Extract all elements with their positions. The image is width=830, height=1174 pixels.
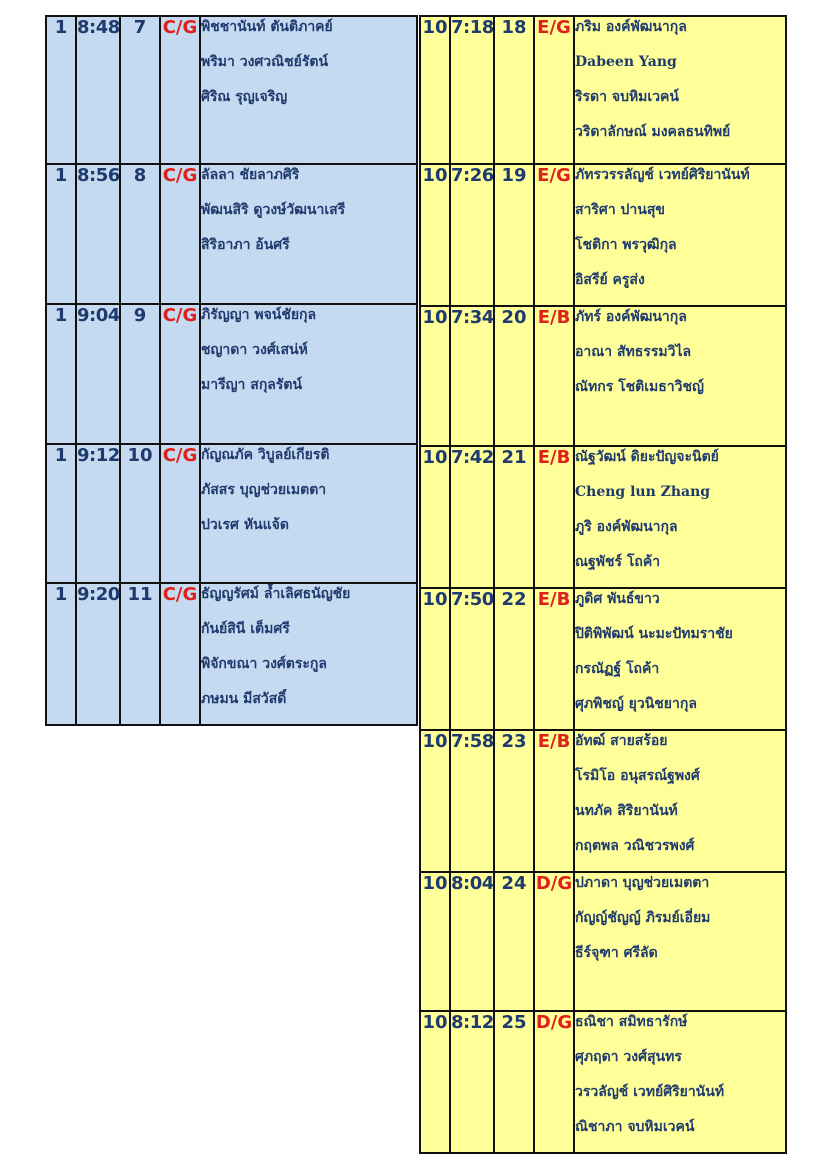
player-name: ชญาดา วงศ์เสน่ห์	[201, 342, 308, 358]
player-class: D/G	[534, 872, 574, 1011]
player-name: ธัญญรัศม์ ล้ำเลิศธนัญชัย	[201, 586, 351, 602]
player-name: ปวเรศ หันแจ้ด	[201, 517, 289, 533]
player-class: E/B	[534, 306, 574, 446]
player-name: ณัทกร โชติเมธาวิชญ์	[575, 379, 704, 395]
tee-group-row	[420, 872, 786, 1011]
tee-time: 7:58	[450, 730, 494, 872]
hole-number: 10	[420, 164, 450, 306]
player-class: E/G	[534, 16, 574, 164]
tee-group-row	[46, 444, 417, 583]
hole-number: 10	[420, 588, 450, 730]
tee-group-row	[420, 1011, 786, 1153]
player-class: D/G	[534, 1011, 574, 1153]
player-name: ภษมน มีสวัสดิ์	[201, 691, 287, 707]
tee-time: 8:12	[450, 1011, 494, 1153]
player-class: C/G	[160, 16, 200, 164]
hole-number: 1	[46, 16, 76, 164]
player-name: ริรดา จบหิมเวคน์	[575, 89, 679, 105]
player-list	[200, 16, 417, 164]
player-name: ธณิชา สมิทธารักษ์	[575, 1014, 688, 1030]
hole-number: 10	[420, 306, 450, 446]
player-name: ศุภพิชญ์ ยุวนิชยากุล	[575, 696, 697, 712]
player-class: E/B	[534, 446, 574, 588]
player-list	[574, 164, 786, 306]
flight-number: 23	[494, 730, 534, 872]
player-name: โรมิโอ อนุสรณ์ฐพงศ์	[575, 768, 700, 784]
tee-group-row	[420, 588, 786, 730]
tee-time: 9:04	[76, 304, 120, 444]
left-tee-table	[45, 15, 418, 726]
tee-group-row	[420, 16, 786, 164]
player-name: ลัลลา ชัยลาภศิริ	[201, 167, 300, 183]
flight-number: 18	[494, 16, 534, 164]
hole-number: 10	[420, 872, 450, 1011]
player-class: E/G	[534, 164, 574, 306]
tee-time: 8:48	[76, 16, 120, 164]
player-name: ศิริณ รุญเจริญ	[201, 89, 288, 105]
player-name: สิริอาภา อ้นศรี	[201, 237, 290, 253]
player-name: ภูดิศ พันธ์ขาว	[575, 591, 660, 607]
flight-number: 7	[120, 16, 160, 164]
player-name: ภริม องค์พัฒนากุล	[575, 19, 687, 35]
hole-number: 10	[420, 730, 450, 872]
player-name: ภูริ องค์พัฒนากุล	[575, 519, 678, 535]
player-name: ปภาดา บุญช่วยเมตตา	[575, 875, 710, 891]
player-list	[200, 444, 417, 583]
tee-group-row	[46, 164, 417, 304]
player-name: Cheng lun Zhang	[575, 484, 711, 500]
player-class: E/B	[534, 588, 574, 730]
player-name: พิชชานันท์ ตันติภาคย์	[201, 19, 333, 35]
tee-time: 7:26	[450, 164, 494, 306]
flight-number: 21	[494, 446, 534, 588]
player-name: ปิติพิพัฒน์ นะมะปัทมราชัย	[575, 626, 733, 642]
player-name: พัฒนสิริ ดูวงษ์วัฒนาเสรี	[201, 202, 346, 218]
hole-number: 1	[46, 164, 76, 304]
player-name: กฤตพล วณิชวรพงศ์	[575, 838, 695, 854]
tee-time: 9:12	[76, 444, 120, 583]
player-name: อิสรีย์ ครูส่ง	[575, 272, 645, 288]
hole-number: 10	[420, 1011, 450, 1153]
tee-group-row	[420, 306, 786, 446]
tee-group-row	[420, 164, 786, 306]
player-list	[574, 306, 786, 446]
flight-number: 24	[494, 872, 534, 1011]
tee-group-row	[46, 304, 417, 444]
player-name: โชติกา พรวุฒิกุล	[575, 237, 677, 253]
tee-time: 7:50	[450, 588, 494, 730]
right-tee-table	[419, 15, 787, 1154]
flight-number: 20	[494, 306, 534, 446]
hole-number: 10	[420, 446, 450, 588]
player-list	[574, 730, 786, 872]
tee-group-row	[420, 730, 786, 872]
tee-time: 7:18	[450, 16, 494, 164]
hole-number: 1	[46, 444, 76, 583]
player-list	[574, 16, 786, 164]
player-name: พิจักขณา วงศ์ตระกูล	[201, 656, 327, 672]
player-name: ณัฐวัฒน์ ดิยะปัญจะนิตย์	[575, 449, 719, 465]
tee-group-row	[46, 583, 417, 725]
tee-time: 9:20	[76, 583, 120, 725]
flight-number: 22	[494, 588, 534, 730]
player-name: พริมา วงศวณิชย์รัตน์	[201, 54, 329, 70]
player-name: กัญญ์ชัญญ์ ภิรมย์เอี่ยม	[575, 910, 711, 926]
flight-number: 25	[494, 1011, 534, 1153]
player-name: นทภัค สิริยานันท์	[575, 803, 678, 819]
player-class: C/G	[160, 164, 200, 304]
player-class: E/B	[534, 730, 574, 872]
player-list	[200, 164, 417, 304]
player-name: ภัทร์ องค์พัฒนากุล	[575, 309, 687, 325]
tee-time: 7:34	[450, 306, 494, 446]
player-name: ธีร์จุฑา ศรีลัด	[575, 945, 658, 961]
player-class: C/G	[160, 444, 200, 583]
player-list	[200, 583, 417, 725]
hole-number: 1	[46, 304, 76, 444]
player-name: Dabeen Yang	[575, 54, 677, 70]
flight-number: 10	[120, 444, 160, 583]
player-list	[574, 872, 786, 1011]
player-name: วริดาลักษณ์ มงคลธนทิพย์	[575, 124, 731, 140]
tee-time: 8:04	[450, 872, 494, 1011]
hole-number: 10	[420, 16, 450, 164]
flight-number: 19	[494, 164, 534, 306]
player-name: ศุภฤดา วงศ์สุนทร	[575, 1049, 682, 1065]
player-name: ณฐพัชร์ โถค้า	[575, 554, 661, 570]
player-name: ภัทรวรรลัญช์ เวทย์ศิริยานันท์	[575, 167, 750, 183]
player-name: อาณา สัทธรรมวิไล	[575, 344, 692, 360]
player-name: ภิรัญญา พจน์ชัยกุล	[201, 307, 317, 323]
player-name: วรวลัญช์ เวทย์ศิริยานันท์	[575, 1084, 725, 1100]
flight-number: 8	[120, 164, 160, 304]
tee-group-row	[46, 16, 417, 164]
player-name: กรณัฏฐ์ โถค้า	[575, 661, 660, 677]
flight-number: 9	[120, 304, 160, 444]
player-class: C/G	[160, 583, 200, 725]
player-name: สาริศา ปานสุข	[575, 202, 665, 218]
player-name: กัญณภัค วิบูลย์เกียรติ	[201, 447, 330, 463]
player-list	[574, 588, 786, 730]
player-name: ภัสสร บุญช่วยเมตตา	[201, 482, 327, 498]
player-name: กันย์สินี เต็มศรี	[201, 621, 290, 637]
flight-number: 11	[120, 583, 160, 725]
tee-time: 7:42	[450, 446, 494, 588]
player-list	[200, 304, 417, 444]
player-name: ณิชาภา จบหิมเวคน์	[575, 1119, 695, 1135]
player-class: C/G	[160, 304, 200, 444]
player-name: อัทฒ์ สายสร้อย	[575, 733, 668, 749]
tee-group-row	[420, 446, 786, 588]
player-list	[574, 446, 786, 588]
player-name: มารีญา สกุลรัตน์	[201, 377, 303, 393]
player-list	[574, 1011, 786, 1153]
tee-time: 8:56	[76, 164, 120, 304]
hole-number: 1	[46, 583, 76, 725]
